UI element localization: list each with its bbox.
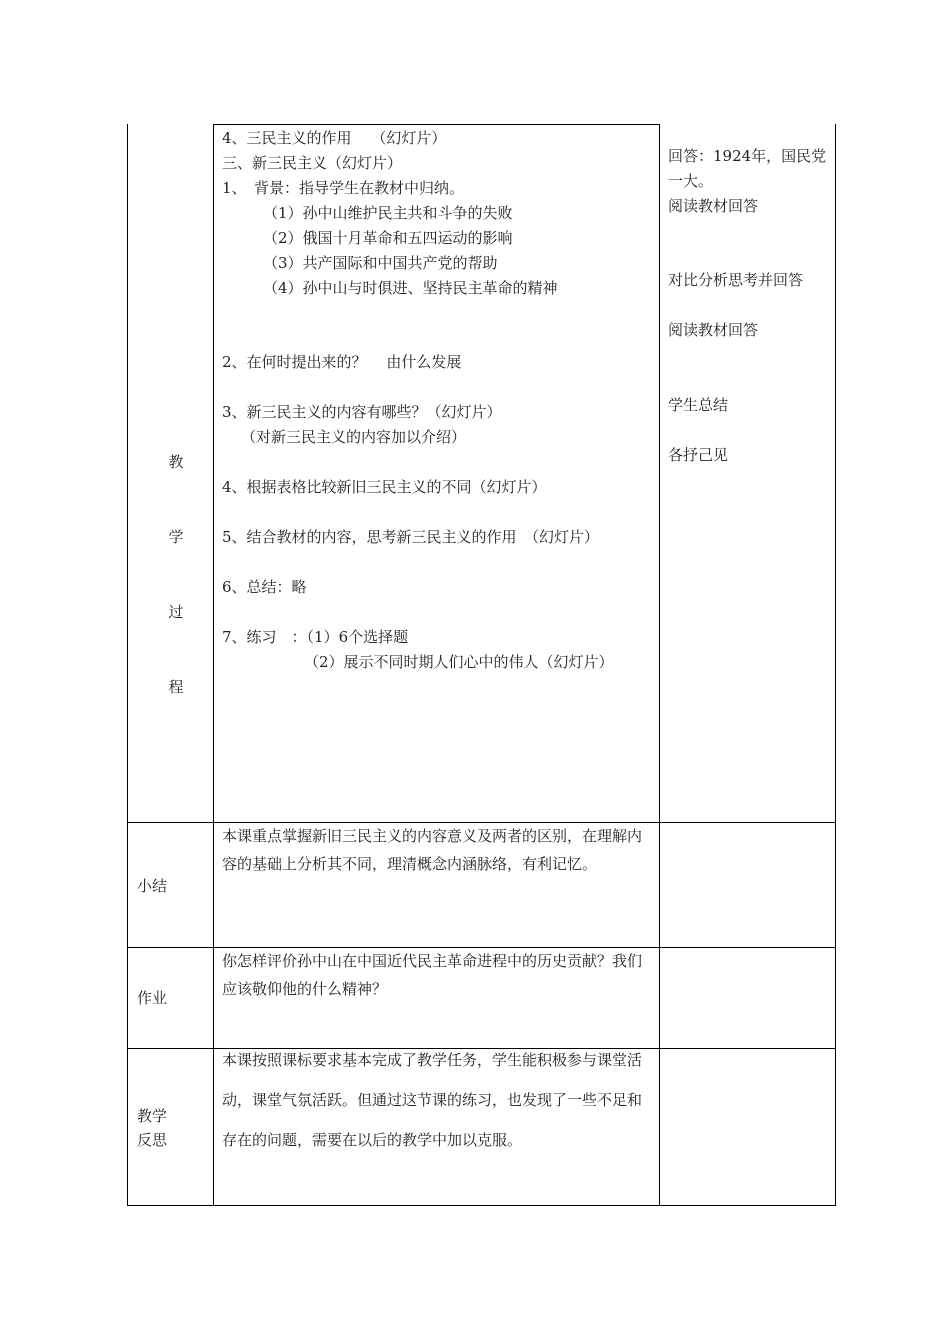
student-activity-line: 回答：1924年，国民党 (668, 147, 827, 165)
table-border-left (127, 124, 128, 1206)
process-label-char: 教 (168, 453, 184, 471)
homework-content: 你怎样评价孙中山在中国近代民主革命进程中的历史贡献？我们应该敬仰他的什么精神？ (222, 952, 643, 998)
summary-content: 本课重点掌握新旧三民主义的内容意义及两者的区别，在理解内容的基础上分析其不同，理清概念内涵脉络，有利记忆。 (222, 827, 643, 873)
student-activity-line: 学生总结 (668, 396, 729, 414)
reflection-content: 本课按照课标要求基本完成了教学任务，学生能积极参与课堂活动，课堂气氛活跃。但通过这节课的练习，也发现了一些不足和存在的问题，需要在以后的教学中加以克服。 (222, 1051, 643, 1149)
student-activity-line: 阅读教材回答 (668, 197, 759, 215)
process-label-char: 学 (168, 528, 184, 546)
table-border-bottom (127, 1205, 836, 1206)
process-label-char: 过 (168, 603, 184, 621)
process-line: 7、练习 ：（1）6个选择题 (222, 628, 409, 646)
process-line: 4、根据表格比较新旧三民主义的不同（幻灯片） (222, 478, 547, 496)
student-activity-line: 各抒己见 (668, 446, 729, 464)
reflection-label-line: 反思 (137, 1131, 168, 1149)
process-label-char: 程 (168, 678, 184, 696)
process-line: 4、三民主义的作用 （幻灯片） (222, 129, 447, 147)
student-activity-line: 对比分析思考并回答 (668, 271, 804, 289)
table-divider-label (213, 124, 214, 1206)
process-line: 5、结合教材的内容，思考新三民主义的作用 （幻灯片） (222, 528, 600, 546)
process-line: 三、新三民主义（幻灯片） (222, 154, 403, 172)
process-line: （对新三民主义的内容加以介绍） (241, 428, 467, 446)
process-line: 6、总结：略 (222, 578, 307, 596)
summary-label: 小结 (137, 877, 168, 895)
homework-label: 作业 (137, 989, 168, 1007)
process-line: 2、在何时提出来的？ 由什么发展 (222, 353, 462, 371)
reflection-label-line: 教学 (137, 1107, 168, 1125)
student-activity-line: 阅读教材回答 (668, 321, 759, 339)
process-line: 1、 背景：指导学生在教材中归纳。 (222, 179, 465, 197)
content-cell-top-border (213, 124, 659, 125)
process-line: （2）展示不同时期人们心中的伟人（幻灯片） (304, 653, 614, 671)
process-line: （1）孙中山维护民主共和斗争的失败 (263, 204, 513, 222)
process-line: （3）共产国际和中国共产党的帮助 (263, 254, 498, 272)
table-divider-content (659, 124, 660, 1206)
table-border-right (835, 124, 836, 1206)
student-activity-line: 一大。 (668, 172, 714, 190)
process-line: （4）孙中山与时俱进、坚持民主革命的精神 (263, 279, 558, 297)
process-line: （2）俄国十月革命和五四运动的影响 (263, 229, 513, 247)
process-line: 3、新三民主义的内容有哪些？（幻灯片） (222, 403, 502, 421)
